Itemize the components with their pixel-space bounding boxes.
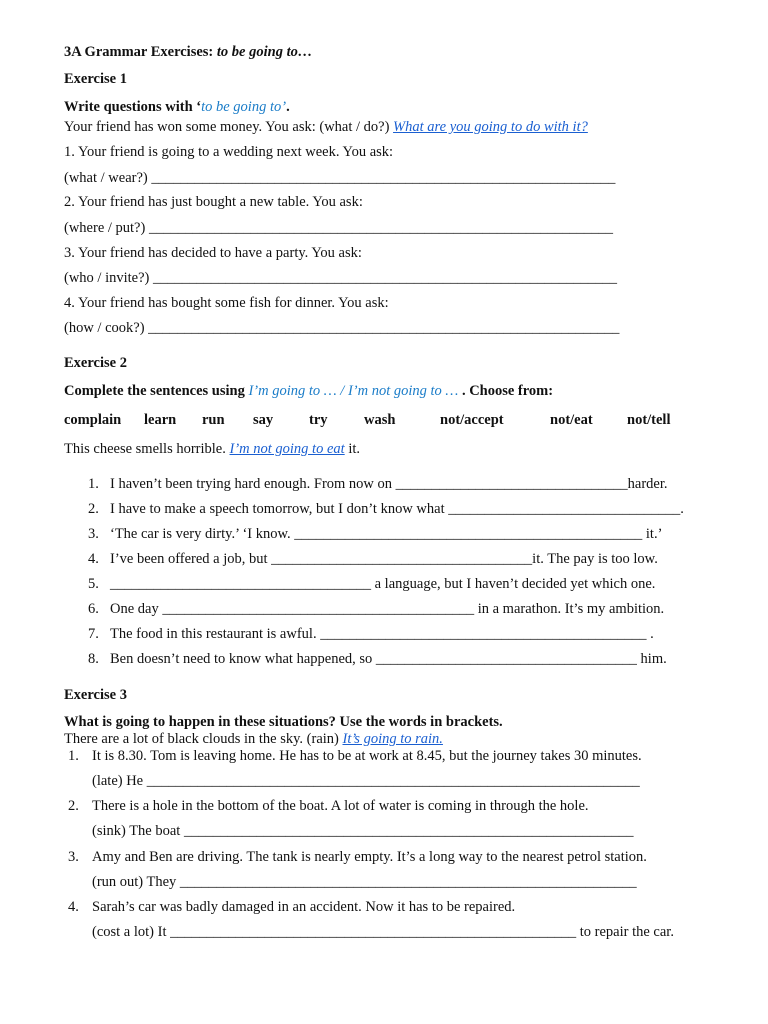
list-number: 3. [68, 849, 79, 865]
exercise-3-example [64, 731, 443, 748]
instr-suffix: . Choose from: [458, 383, 554, 399]
exercise-1-instruction [64, 99, 290, 116]
ex2-sentence-3[interactable]: ‘The car is very dirty.’ ‘I know. ________________________________________________ it.’ [110, 526, 663, 542]
exercise-3-heading: Exercise 3 [64, 687, 127, 703]
ex3-situation-4: Sarah’s car was badly damaged in an accident. Now it has to be repaired. [92, 899, 516, 915]
ex3-situation-3: Amy and Ben are driving. The tank is nearly empty. It’s a long way to the nearest petrol station. [92, 849, 647, 865]
ex3-situation-2: There is a hole in the bottom of the boat. A lot of water is coming in through the hole. [92, 798, 589, 814]
word-bank-item: wash [364, 412, 396, 428]
word-bank-item: run [202, 412, 225, 428]
example-suffix: it. [344, 441, 360, 457]
exercise-2-instruction [64, 383, 553, 400]
ex3-answer-line-1[interactable]: (late) He ____________________________________________________________________ [92, 773, 640, 789]
ex1-item-3-prompt: 3. Your friend has decided to have a party. You ask: [64, 245, 362, 261]
exercise-3-instruction: What is going to happen in these situations? Use the words in brackets. [64, 714, 503, 730]
worksheet-title [64, 44, 312, 61]
exercise-2-example [64, 441, 360, 458]
list-number: 5. [88, 576, 99, 592]
list-number: 1. [88, 476, 99, 492]
example-text: Your friend has won some money. You ask: (what / do?) [64, 119, 394, 135]
exercise-2-heading: Exercise 2 [64, 355, 127, 371]
ex3-situation-1: It is 8.30. Tom is leaving home. He has to be at work at 8.45, but the journey takes 30 minutes. [92, 748, 642, 764]
list-number: 3. [88, 526, 99, 542]
instr-blue: to be going to’ [201, 99, 287, 115]
list-number: 7. [88, 626, 99, 642]
instr-prefix: Write questions with ‘ [64, 99, 202, 115]
ex1-item-1-answer-line[interactable]: (what / wear?) ________________________________________________________________ [64, 170, 616, 186]
ex1-item-1-prompt: 1. Your friend is going to a wedding next week. You ask: [64, 144, 394, 160]
list-number: 2. [68, 798, 79, 814]
ex3-answer-line-2[interactable]: (sink) The boat ______________________________________________________________ [92, 823, 634, 839]
ex1-item-2-answer-line[interactable]: (where / put?) ________________________________________________________________ [64, 220, 613, 236]
ex2-sentence-4[interactable]: I’ve been offered a job, but ____________________________________it. The pay is too low. [110, 551, 658, 567]
ex2-sentence-7[interactable]: The food in this restaurant is awful. _____________________________________________ . [110, 626, 654, 642]
ex2-sentence-5[interactable]: ____________________________________ a language, but I haven’t decided yet which one. [110, 576, 656, 592]
word-bank-item: not/tell [627, 412, 671, 428]
example-answer-link[interactable]: It’s going to rain. [342, 731, 443, 747]
ex1-item-4-prompt: 4. Your friend has bought some fish for dinner. You ask: [64, 295, 389, 311]
ex3-answer-line-3[interactable]: (run out) They _______________________________________________________________ [92, 874, 637, 890]
word-bank-item: say [253, 412, 274, 428]
ex1-item-4-answer-line[interactable]: (how / cook?) _________________________________________________________________ [64, 320, 620, 336]
ex1-item-2-prompt: 2. Your friend has just bought a new table. You ask: [64, 194, 363, 210]
exercise-1-heading: Exercise 1 [64, 71, 127, 87]
title-italic: to be going to… [216, 44, 313, 60]
word-bank-item: learn [144, 412, 177, 428]
instr-prefix: Complete the sentences using [64, 383, 249, 399]
word-bank-item: complain [64, 412, 122, 428]
exercise-1-example [64, 119, 588, 136]
word-bank-item: not/eat [550, 412, 593, 428]
instr-blue: I’m going to … / I’m not going to … [248, 383, 459, 399]
ex2-sentence-2[interactable]: I have to make a speech tomorrow, but I don’t know what ________________________________. [110, 501, 684, 517]
example-text: There are a lot of black clouds in the sky. (rain) [64, 731, 343, 747]
ex2-sentence-6[interactable]: One day ___________________________________________ in a marathon. It’s my ambition. [110, 601, 665, 617]
list-number: 1. [68, 748, 79, 764]
list-number: 8. [88, 651, 99, 667]
list-number: 4. [88, 551, 99, 567]
ex3-answer-line-4[interactable]: (cost a lot) It ________________________________________________________ to repair the car. [92, 924, 674, 940]
word-bank-item: try [309, 412, 328, 428]
ex2-sentence-8[interactable]: Ben doesn’t need to know what happened, so ____________________________________ him. [110, 651, 667, 667]
title-prefix: 3A Grammar Exercises: [64, 44, 217, 60]
list-number: 4. [68, 899, 79, 915]
example-answer-link[interactable]: What are you going to do with it? [393, 119, 588, 135]
list-number: 6. [88, 601, 99, 617]
example-answer-link[interactable]: I’m not going to eat [229, 441, 345, 457]
list-number: 2. [88, 501, 99, 517]
ex2-sentence-1[interactable]: I haven’t been trying hard enough. From now on ________________________________harder. [110, 476, 668, 492]
word-bank-item: not/accept [440, 412, 504, 428]
example-text: This cheese smells horrible. [64, 441, 230, 457]
ex1-item-3-answer-line[interactable]: (who / invite?) ________________________________________________________________ [64, 270, 617, 286]
instr-suffix: . [286, 99, 290, 115]
